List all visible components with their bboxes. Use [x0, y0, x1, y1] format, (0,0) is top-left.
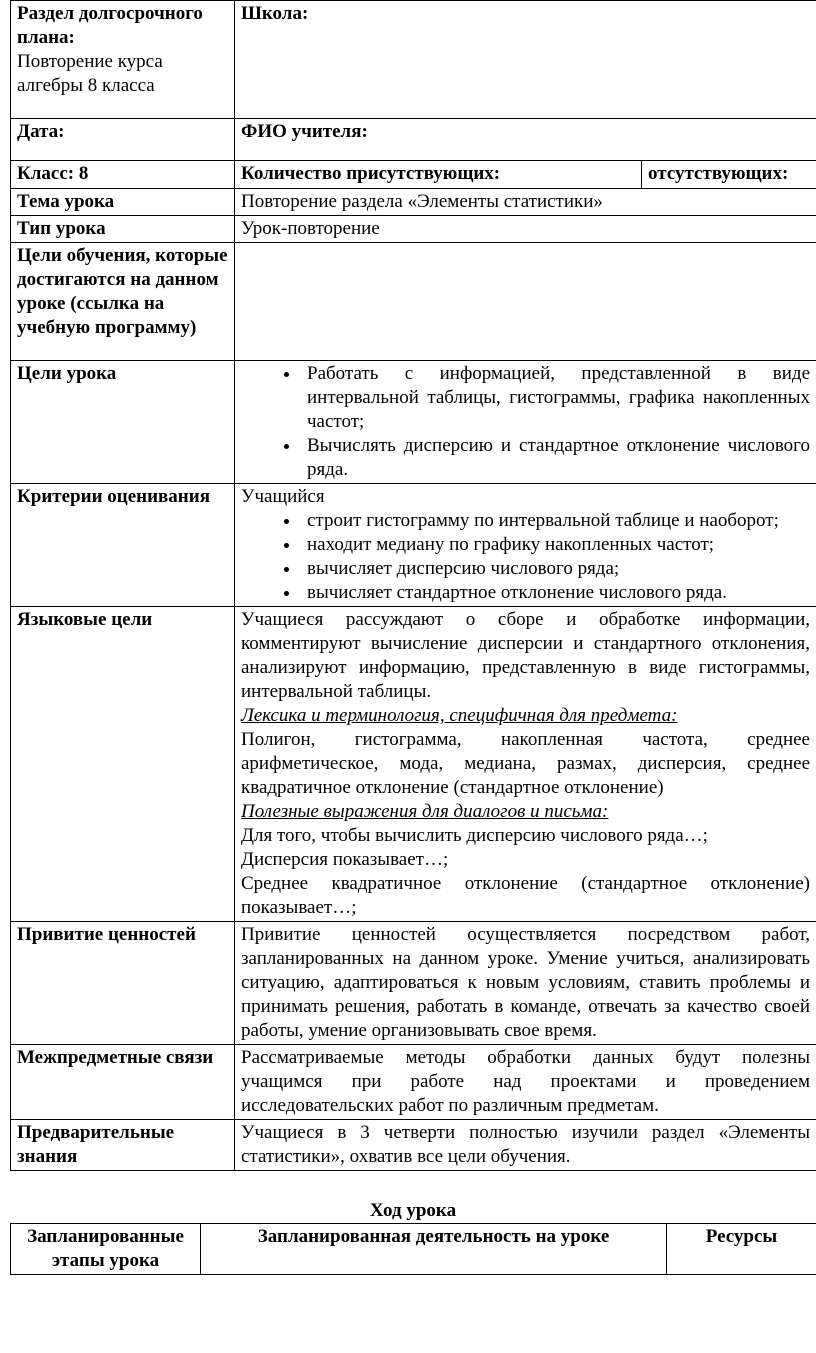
row-class	[11, 161, 816, 189]
criteria-item: • вычисляет дисперсию числового ряда;	[301, 557, 810, 581]
row-lesson-goals	[11, 361, 816, 484]
cross-text: Рассматриваемые методы обработки данных будут полезны учащимся при работе над проектами и проведением исследовательских работ по различным предметам.	[235, 1045, 816, 1120]
phrase-item: Для того, чтобы вычислить дисперсию числового ряда…;	[241, 825, 708, 846]
col-resources: Ресурсы	[667, 1224, 816, 1275]
lesson-goals-cell	[235, 361, 816, 484]
row-prior	[11, 1120, 816, 1171]
col-stages: Запланированные этапы урока	[11, 1224, 201, 1275]
lesson-flow-header-row	[11, 1224, 816, 1275]
row-type	[11, 216, 816, 243]
language-text: Учащиеся рассуждают о сборе и обработке информации, комментируют вычисление дисперсии и стандартного отклонения, анализируют информацию, представленную в виде гистограммы, интервальной таблицы.	[241, 609, 810, 702]
prior-text: Учащиеся в 3 четверти полностью изучили раздел «Элементы статистики», охватив все цели обучения.	[235, 1120, 816, 1171]
vocab-heading: Лексика и терминология, специфичная для предмета:	[241, 705, 678, 726]
lesson-flow-table	[10, 1223, 816, 1275]
row-section	[11, 1, 816, 119]
lesson-flow-title: Ход урока	[369, 1200, 457, 1221]
criteria-cell	[235, 484, 816, 607]
type-label: Тип урока	[11, 216, 235, 243]
row-topic	[11, 189, 816, 216]
learning-goals-value	[235, 243, 816, 361]
row-language	[11, 607, 816, 922]
section-label: Раздел долгосрочного плана:	[17, 3, 203, 48]
lesson-goals-list	[241, 362, 810, 482]
criteria-item: • вычисляет стандартное отклонение числового ряда.	[301, 581, 810, 605]
row-learning-goals	[11, 243, 816, 361]
criteria-item: • находит медиану по графику накопленных частот;	[301, 533, 810, 557]
present-label: Количество присутствующих:	[235, 161, 642, 189]
date-label: Дата:	[11, 119, 235, 161]
criteria-item: • строит гистограмму по интервальной таблице и наоборот;	[301, 509, 810, 533]
row-values	[11, 922, 816, 1045]
prior-label: Предварительные знания	[11, 1120, 235, 1171]
phrases-heading: Полезные выражения для диалогов и письма:	[241, 801, 609, 822]
phrase-item: Дисперсия показывает…;	[241, 849, 449, 870]
criteria-list	[241, 509, 810, 605]
language-label: Языковые цели	[11, 607, 235, 922]
phrase-item: Среднее квадратичное отклонение (стандартное отклонение) показывает…;	[241, 873, 810, 918]
cross-label: Межпредметные связи	[11, 1045, 235, 1120]
absent-label: отсутствующих:	[642, 161, 816, 189]
section-cell	[11, 1, 235, 119]
values-text: Привитие ценностей осуществляется посредством работ, запланированных на данном уроке. Умение учиться, анализировать ситуацию, адаптироваться к новым условиям, ставить проблемы и принимать решения, работать в команде, отвечать за качество своей работы, умение организовывать свое время.	[235, 922, 816, 1045]
section-value: Повторение курса алгебры 8 класса	[17, 51, 163, 96]
lesson-goals-label: Цели урока	[11, 361, 235, 484]
topic-label: Тема урока	[11, 189, 235, 216]
values-label: Привитие ценностей	[11, 922, 235, 1045]
lesson-goal-item: • Вычислять дисперсию и стандартное отклонение числового ряда.	[301, 434, 810, 482]
learning-goals-label: Цели обучения, которые достигаются на данном уроке (ссылка на учебную программу)	[11, 243, 235, 361]
row-date	[11, 119, 816, 161]
language-cell	[235, 607, 816, 922]
row-cross	[11, 1045, 816, 1120]
lesson-goal-item: • Работать с информацией, представленной в виде интервальной таблицы, гистограммы, графика накопленных частот;	[301, 362, 810, 434]
col-activity: Запланированная деятельность на уроке	[201, 1224, 667, 1275]
topic-value: Повторение раздела «Элементы статистики»	[235, 189, 816, 216]
type-value: Урок-повторение	[235, 216, 816, 243]
row-criteria	[11, 484, 816, 607]
vocab-text: Полигон, гистограмма, накопленная частота, среднее арифметическое, мода, медиана, размах, дисперсия, среднее квадратичное отклонение (стандартное отклонение)	[241, 729, 810, 798]
school-label: Школа:	[235, 1, 816, 119]
lesson-plan-table	[10, 0, 816, 1171]
class-label: Класс: 8	[11, 161, 235, 189]
lesson-plan-page	[10, 0, 816, 1275]
criteria-intro: Учащийся	[241, 486, 325, 507]
teacher-label: ФИО учителя:	[235, 119, 816, 161]
criteria-label: Критерии оценивания	[11, 484, 235, 607]
